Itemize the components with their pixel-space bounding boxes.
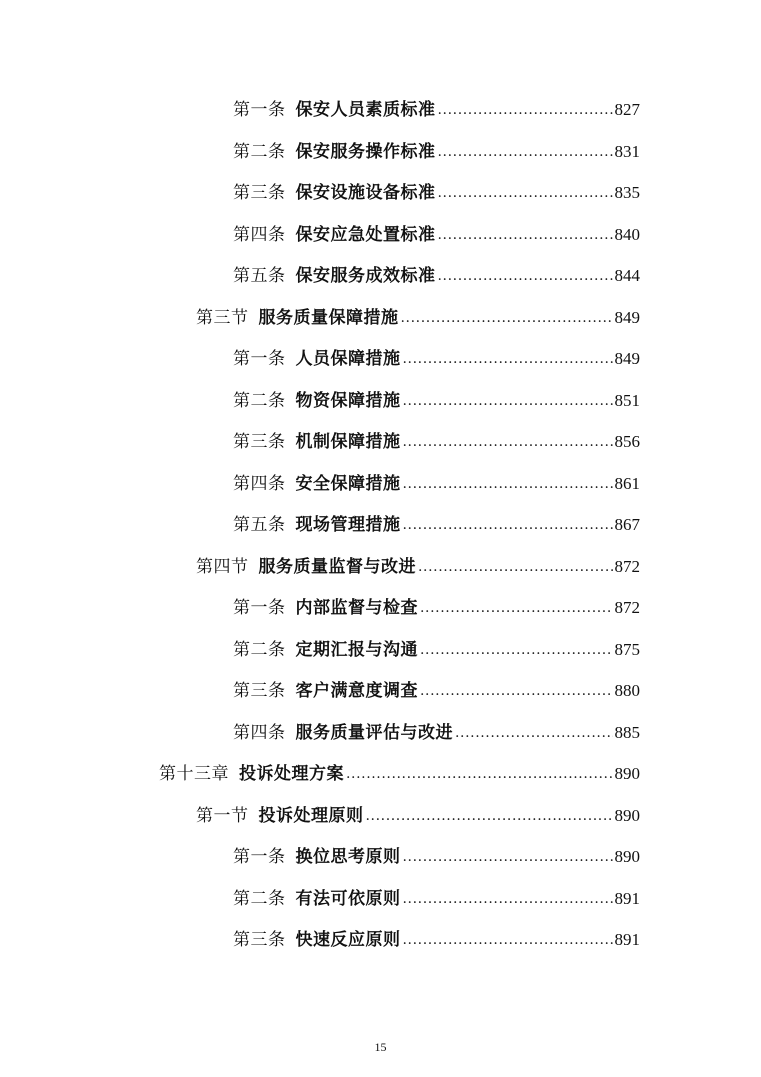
entry-title: 定期汇报与沟通 [295,640,418,660]
entry-page: 849 [614,308,640,327]
entry-number: 第三条 [233,930,286,950]
entry-page: 840 [614,225,640,244]
entry-page: 835 [614,183,640,202]
toc-entry[interactable] [233,179,640,203]
toc-entry[interactable] [196,304,640,328]
entry-page: 891 [614,930,640,949]
entry-title: 内部监督与检查 [295,598,418,618]
dot-leader [401,308,613,328]
entry-number: 第五条 [233,266,286,286]
entry-title: 安全保障措施 [295,474,401,494]
toc-entry[interactable] [233,387,640,411]
entry-page: 880 [614,681,640,700]
entry-title: 有法可依原则 [295,889,401,909]
entry-number: 第十三章 [159,764,229,784]
page-number: 15 [374,1040,387,1054]
entry-title: 保安服务操作标准 [295,142,436,162]
toc-entry[interactable] [233,138,640,162]
entry-title: 保安设施设备标准 [295,183,436,203]
dot-leader [420,598,613,618]
dot-leader [403,349,613,369]
toc-entry[interactable] [233,843,640,867]
dot-leader [438,225,613,245]
dot-leader [438,142,613,162]
dot-leader [403,515,613,535]
entry-page: 827 [614,100,640,119]
dot-leader [438,100,613,120]
dot-leader [418,557,613,577]
toc-entry[interactable] [233,926,640,950]
entry-title: 服务质量监督与改进 [258,557,416,577]
dot-leader [438,183,613,203]
entry-number: 第三条 [233,681,286,701]
entry-title: 保安服务成效标准 [295,266,436,286]
entry-page: 891 [614,889,640,908]
entry-title: 投诉处理方案 [239,764,344,784]
entry-number: 第一条 [233,100,286,120]
entry-page: 831 [614,142,640,161]
entry-title: 保安人员素质标准 [295,100,436,120]
toc-entry[interactable] [159,760,640,784]
dot-leader [420,640,613,660]
entry-title: 机制保障措施 [295,432,401,452]
entry-page: 890 [614,847,640,866]
entry-page: 861 [614,474,640,493]
toc-entry[interactable] [233,677,640,701]
toc-entry[interactable] [196,553,640,577]
dot-leader [403,847,613,867]
dot-leader [403,391,613,411]
dot-leader [366,806,613,826]
toc-entry[interactable] [233,221,640,245]
entry-page: 867 [614,515,640,534]
entry-number: 第二条 [233,142,286,162]
entry-title: 投诉处理原则 [258,806,364,826]
entry-title: 客户满意度调查 [295,681,418,701]
entry-page: 872 [614,557,640,576]
toc-entry[interactable] [233,885,640,909]
dot-leader [438,266,613,286]
entry-page: 885 [614,723,640,742]
entry-page: 875 [614,640,640,659]
entry-title: 快速反应原则 [295,930,401,950]
toc-entry[interactable] [233,428,640,452]
toc-entry[interactable] [196,802,640,826]
dot-leader [403,930,613,950]
toc-entry[interactable] [233,511,640,535]
entry-title: 物资保障措施 [295,391,401,411]
entry-number: 第四条 [233,474,286,494]
entry-number: 第四条 [233,723,286,743]
entry-number: 第三条 [233,432,286,452]
entry-page: 872 [614,598,640,617]
entry-title: 现场管理措施 [295,515,401,535]
dot-leader [403,474,613,494]
entry-number: 第三条 [233,183,286,203]
entry-number: 第二条 [233,889,286,909]
dot-leader [403,432,613,452]
entry-page: 851 [614,391,640,410]
entry-number: 第四节 [196,557,249,577]
entry-page: 890 [614,764,640,783]
entry-number: 第一条 [233,598,286,618]
entry-title: 人员保障措施 [295,349,401,369]
toc-entry[interactable] [233,470,640,494]
entry-title: 服务质量评估与改进 [295,723,453,743]
entry-page: 856 [614,432,640,451]
entry-page: 849 [614,349,640,368]
entry-number: 第三节 [196,308,249,328]
dot-leader [420,681,613,701]
entry-number: 第四条 [233,225,286,245]
entry-page: 890 [614,806,640,825]
entry-title: 换位思考原则 [295,847,401,867]
toc-entry[interactable] [233,636,640,660]
entry-number: 第一条 [233,847,286,867]
entry-number: 第一条 [233,349,286,369]
dot-leader [455,723,613,743]
entry-number: 第五条 [233,515,286,535]
entry-title: 保安应急处置标准 [295,225,436,245]
entry-page: 844 [614,266,640,285]
toc-entry[interactable] [233,719,640,743]
entry-number: 第二条 [233,640,286,660]
toc-entry[interactable] [233,345,640,369]
toc-entry[interactable] [233,96,640,120]
dot-leader [403,889,613,909]
entry-number: 第一节 [196,806,249,826]
entry-number: 第二条 [233,391,286,411]
entry-title: 服务质量保障措施 [258,308,399,328]
dot-leader [346,764,613,784]
toc-entry[interactable] [233,262,640,286]
toc-entry[interactable] [233,594,640,618]
